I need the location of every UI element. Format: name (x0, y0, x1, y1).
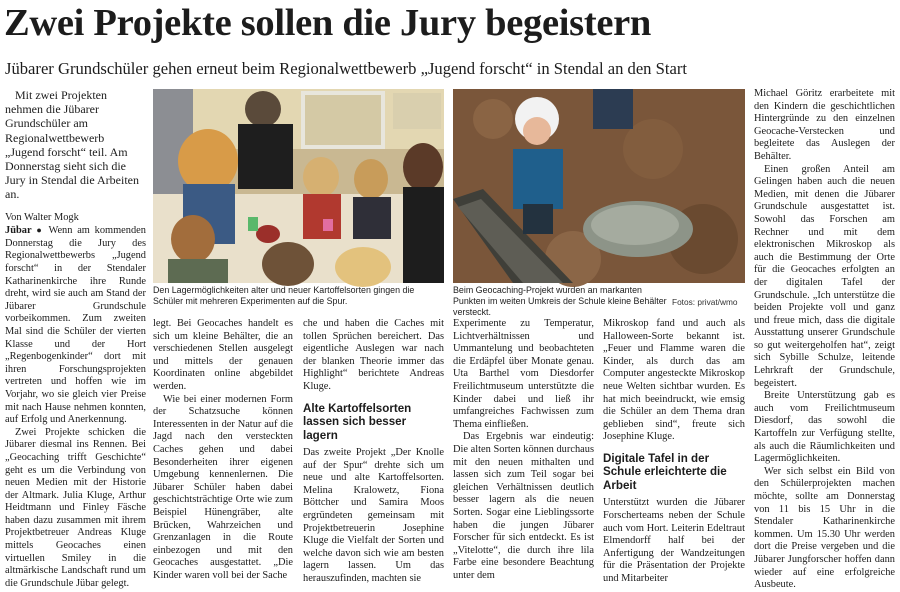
column-2 (153, 318, 293, 583)
col3-text-1: che und haben die Caches mit tollen Sprüchen bereichert. Das eigentliche Auslegen war nach der blanken Theorie immer das Highlight“ berichtete Andreas Kluge. (303, 318, 444, 392)
photo-kids-potato-experiment (153, 89, 444, 283)
col1-text-1: Wenn am kommenden Donnerstag die Jury des Regionalwettbewerbs „Jugend forscht“ in der Stendaler Katharinenkirche ihre Runde dreht, wird sie auch am Stand der Jübarer Grundschule vorbeikommen. Zum zweiten Mal sind die Schüler der vierten Klasse und der Hort „Regenbogenkinder“ dort mit ihren Forschungsprojekten vertreten und hoffen wie im Vorjahr, wo sie gleich vier Preise mit nach Hause nehmen konnten, auf Erfolg und Anerkennung. (5, 225, 146, 426)
photo-geocaching-forest (453, 89, 745, 283)
subheadline: Jübarer Grundschüler gehen erneut beim Regionalwettbewerb „Jugend forscht“ in Stendal an den Start (5, 59, 687, 78)
column-5 (603, 318, 745, 583)
photo2-caption: Beim Geocaching-Projekt wurden an markanten Punkten im weiten Umkreis der Schule kleine Behälter versteckt. (453, 285, 667, 317)
photo1-caption: Den Lagermöglichkeiten alter und neuer Kartoffelsorten gingen die Schüler mit mehreren Experimenten auf die Spur. (153, 285, 415, 306)
col6-text-4: Wer sich selbst ein Bild von den Schülerprojekten machen möchte, sollte am Donnerstag von 11 bis 15 Uhr in die Stendaler Katharinenkirche kommen. Um 15.30 Uhr werden dort die Preise vergeben und die Jübarer Jungforscher hoffen dann wieder auf eine erfolgreiche Ausbeute. (754, 465, 895, 591)
column-4 (453, 318, 594, 583)
headline: Zwei Projekte sollen die Jury begeistern (4, 2, 652, 44)
lead-paragraph: Jübar ● Wenn am kommenden Donnerstag die Jury des Regionalwettbewerbs „Jugend forscht“ in der Stendaler Katharinenkirche ihre Runde dreht, wird sie auch am Stand der Jübarer Grundschule vorbeikommen. Zum zweiten Mal sind die Schüler der vierten Klasse und der Hort „Regenbogenkinder“ dort mit ihren Forschungsprojekten vertreten und hoffen wie im Vorjahr, wo sie gleich vier Preise mit nach Hause nehmen konnten, auf Erfolg und Anerkennung. (5, 225, 146, 426)
col4-text-2: Das Ergebnis war eindeutig: Die alten Sorten können durchaus mit den neuen mithalten und lassen sich zum Teil sogar bei gleichen Verhältnissen deutlich besser lagern als die neuen Sorten. Sogar eine Lieblingssorte haben die jungen Jübarer Forscher für sich entdeckt. Es ist „Vitelotte“, die durch ihre lila Farbe eine besondere Beachtung unter dem (453, 431, 594, 581)
col6-text-1: Michael Göritz erarbeitete mit den Kindern die geschichtlichen Hintergründe zu den einzelnen Geocache-Verstecken und begleitete das Auslegen der Behälter. (754, 88, 895, 162)
col2-text-1: legt. Bei Geocaches handelt es sich um kleine Behälter, die an verschiedenen Stellen ausgelegt und mittels der genauen Koordinaten online abgebildet werden. (153, 318, 293, 392)
byline: Von Walter Mogk (5, 211, 79, 223)
col5-text-1: Mikroskop fand und auch als Halloween-Sorte bekannt ist. „Feuer und Flamme waren die Kinder, als durch das am Computer angesteckte Mikroskop neue Welten sichtbar wurden. Es hat mich beeindruckt, wie emsig die Schüler an dem Thema dran geblieben sind“, freute sich Josephine Kluge. (603, 318, 745, 443)
column-6 (754, 88, 895, 591)
photo-credit: Fotos: privat/wmo (672, 297, 738, 307)
col6-text-3: Breite Unterstützung gab es auch vom Freilichtmuseum Diesdorf, das sowohl die Kartoffeln zur Verfügung stellte, als auch die Räumlichkeiten und Lagermöglichkeiten. (754, 390, 895, 465)
col1-text-2: Zwei Projekte schicken die Jübarer diesmal ins Rennen. Bei „Geocaching trifft Geschichte“ geht es um die Verbindung von neuen Medien mit der Historie der Altmark. Julia Kluge, Arthur Heidtmann und Finley Fäsche haben dazu zusammen mit ihrem Projektbetreuer Andreas Kluge mittels Geocaches einen virtuellen Smiley in die altmärkische Landschaft rund um die Grundschule Jübar gelegt. (5, 426, 146, 589)
col2-text-2: Wie bei einer modernen Form der Schatzsuche können Interessenten in der Natur auf die Jagd nach den versteckten Caches gehen und dabei Besonderheiten ihrer eigenen Umgebung kennenlernen. Die Jübarer Schüler haben dabei geschichtsträchtige Orte wie zum Beispiel Hünengräber, alte Brücken, Wahrzeichen und Grenzanlagen in die Route einbezogen und mit den Geocaches ausgestattet. „Die Kinder waren voll bei der Sache (153, 393, 293, 581)
section-heading-potatoes: Alte Kartoffelsorten lassen sich besser lagern (303, 401, 412, 442)
dateline: Jübar (5, 225, 32, 237)
col5-text-2: Unterstützt wurden die Jübarer Forscherteams neben der Schule auch vom Hort. Leiterin Edeltraut Elmendorff half bei der Anfertigung der Wandzeitungen für die Präsentation der Projekte und Mitarbeiter (603, 497, 745, 584)
column-1 (5, 88, 146, 589)
section-heading-digital-board: Digitale Tafel in der Schule erleichterte die Arbeit (603, 451, 727, 492)
column-3 (303, 318, 444, 583)
intro-text: Mit zwei Projekten nehmen die Jübarer Grundschüler am Regionalwettbewerb „Jugend forscht“ teil. Am Donnerstag sieht sich die Jury in Stendal die Arbeiten an. (5, 88, 139, 202)
col4-text-1: Experimente zu Temperatur, Lichtverhältnissen und Ummantelung und beobachteten die Erdäpfel über Monate genau. Uta Barthel vom Diesdorfer Freilichtmuseum unterstützte die Kinder dabei und ließ ihr umfangreiches Fachwissen zum Thema einfließen. (453, 318, 594, 430)
col6-text-2: Einen großen Anteil am Gelingen haben auch die neuen Medien, mit denen die Jübarer Grundschule ausgestattet ist. Sowohl das Forschen am Rechner und mit dem elektronischen Mikroskop als auch die Bestimmung der Orte für die Geocaches erfolgten an der digitalen Tafel der Grundschule. „Ich unterstütze die beiden Projekte voll und ganz und freue mich, dass die digitale Ausstattung unserer Grundschule so gut weitergeholfen hat“, zeigt sich Sybille Schulze, leitende Lehrkraft der Grundschule, begeistert. (754, 163, 895, 389)
col3-text-2: Das zweite Projekt „Der Knolle auf der Spur“ drehte sich um neue und alte Kartoffelsorten. Melina Kralowetz, Fiona Böttcher und Samira Moos ergründeten gemeinsam mit Projektbetreuerin Josephine Kluge die Vielfalt der Sorten und welche davon sich wie am besten lagern lassen. Um das herauszufinden, machten sie (303, 447, 444, 584)
